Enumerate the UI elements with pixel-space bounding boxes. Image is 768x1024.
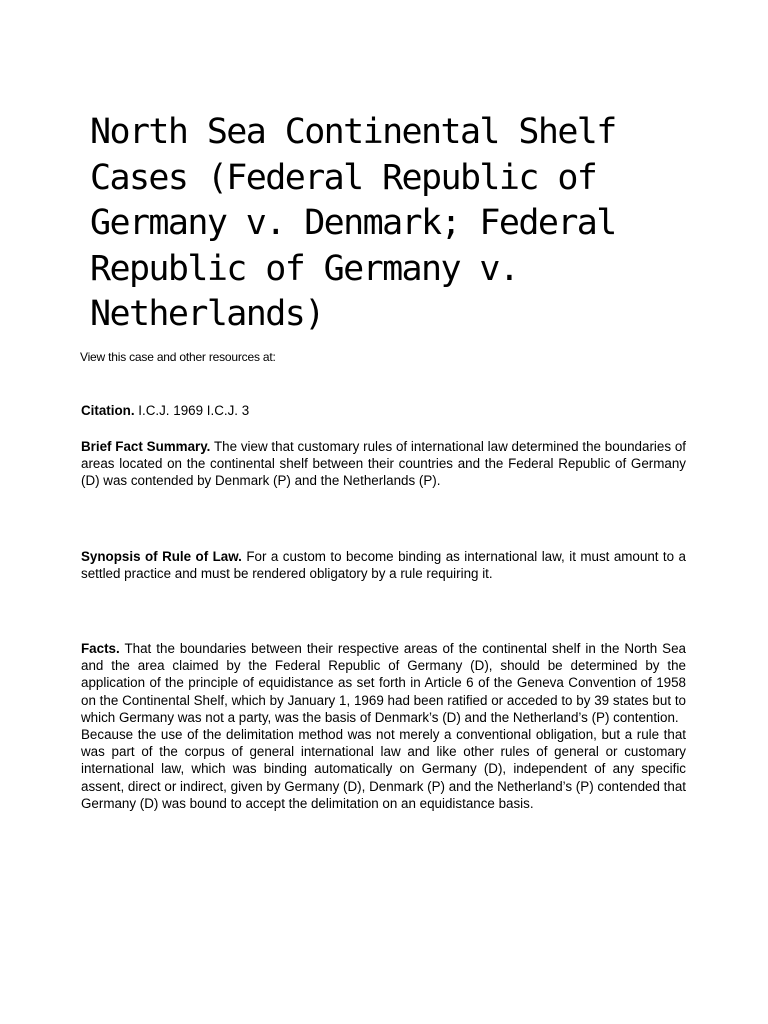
case-title: North Sea Continental Shelf Cases (Federal Republic of Germany v. Denmark; Federal Republic of Germany v. Netherlands) bbox=[90, 112, 616, 334]
citation-text: I.C.J. 1969 I.C.J. 3 bbox=[134, 403, 250, 418]
rule-of-law-text: For a custom to become binding as international law, it must amount to a settled practice and must be rendered obligatory by a rule requiring it. bbox=[81, 549, 686, 582]
resource-note: View this case and other resources at: bbox=[80, 350, 276, 364]
brief-fact-summary-label: Brief Fact Summary. bbox=[81, 439, 211, 454]
facts-label: Facts. bbox=[81, 641, 120, 656]
rule-of-law-label: Synopsis of Rule of Law. bbox=[81, 549, 242, 564]
brief-fact-summary-text: The view that customary rules of international law determined the boundaries of areas located on the continental shelf between their countries and the Federal Republic of Germany (D) was contended by Denmark (P) and the Netherlands (P). bbox=[81, 439, 686, 489]
brief-fact-summary-paragraph bbox=[81, 438, 686, 490]
facts-text: That the boundaries between their respective areas of the continental shelf in the North Sea and the area claimed by the Federal Republic of Germany (D), should be determined by the application of the principle of equidistance as set forth in Article 6 of the Geneva Convention of 1958 on the Continental Shelf, which by January 1, 1969 had been ratified or acceded to by 39 states but to which Germany was not a party, was the basis of Denmark’s (D) and the Netherland’s (P) contention. bbox=[81, 641, 686, 725]
citation-paragraph bbox=[81, 402, 686, 419]
rule-of-law-paragraph bbox=[81, 548, 686, 582]
citation-label: Citation. bbox=[81, 403, 135, 418]
facts-paragraph bbox=[81, 640, 686, 812]
facts-continuation-text: Because the use of the delimitation method was not merely a conventional obligation, but a rule that was part of the corpus of general international law and like other rules of general or customary international law, which was binding automatically on Germany (D), independent of any specific assent, direct or indirect, given by Germany (D), Denmark (P) and the Netherland’s (P) contended that Germany (D) was bound to accept the delimitation on an equidistance basis. bbox=[81, 727, 686, 811]
